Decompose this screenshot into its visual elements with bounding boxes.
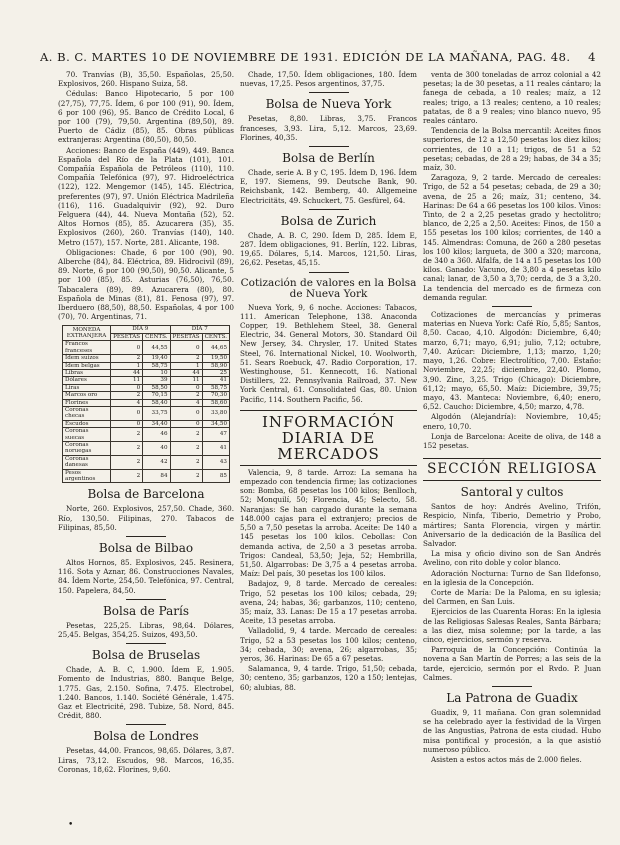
currency-value: 2	[111, 355, 143, 362]
currency-value: 33,75	[143, 406, 170, 420]
currency-value: 19,40	[143, 355, 170, 362]
currency-value: 2	[111, 428, 143, 442]
divider	[126, 536, 166, 537]
divider	[309, 92, 349, 93]
currency-name: Dólares	[63, 377, 111, 384]
header-title: A. B. C. MARTES 10 DE NOVIEMBRE DE 1931. EDICIÓN DE LA MAÑANA, PAG. 48.	[40, 50, 571, 64]
currency-value: 70,30	[202, 392, 229, 399]
currency-value: 0	[111, 384, 143, 391]
currency-value: 47	[202, 428, 229, 442]
divider	[309, 272, 349, 273]
currency-value: 34,50	[202, 420, 229, 427]
section-text: Chade, A. B. C, 1.900. Ídem E, 1.905. Fomento de Industrias, 880. Banque Belge, 1.775. Gas, 2.150. Sofina, 7.475. Electrobel, 1.240. Bancos, 1.140. Société Générale, 1.475. Gaz et Electricité, 298. Tubize, 58. Nord, 845. Crédit, 880.	[58, 665, 234, 721]
col1-paragraph: 70. Tranvías (B), 35,50. Españolas, 25,50. Explosivos, 260. Hispano Suiza, 58.	[58, 70, 234, 89]
header-mark: 4	[588, 50, 596, 64]
currency-table-group-1: DÍA 9	[111, 326, 170, 333]
divider	[126, 643, 166, 644]
religion-text: Santos de hoy: Andrés Avelino, Trifón, Respicio, Ninfa, Tiberio, Demetrio y Probo, mártires; Santa Florencia, virgen y mártir. Aniversario de la dedicación de la Basílica del Salvador.	[423, 502, 601, 548]
column-1	[58, 70, 234, 840]
section-title: Cotización de valores en la Bolsa de Nueva York	[240, 276, 417, 300]
divider	[492, 686, 532, 687]
currency-value: 19,50	[202, 355, 229, 362]
guadix-text: Asisten a estos actos más de 2.000 fieles.	[431, 755, 582, 764]
col2-paragraph: Chade, 17,50. Ídem obligaciones, 180. Ídem nuevas, 17,25. Pesos argentinos, 37,75.	[240, 70, 417, 89]
currency-value: 4	[111, 399, 143, 406]
religion-text: Ejercicios de las Cuarenta Horas: En la iglesia de las Religiosas Salesas Reales, Santa Bárbara; a las diez, misa solemne; por la tarde, a las cinco, ejercicios, sermón y reserva.	[423, 607, 601, 644]
section-title: Bolsa de Nueva York	[265, 97, 392, 112]
currency-value: 2	[111, 469, 143, 483]
currency-value: 58,90	[202, 362, 229, 369]
currency-table-row	[63, 406, 230, 420]
col3-paragraph: Tendencia de la Bolsa mercantil: Aceites finos superiores, de 12 a 12,50 pesetas los diez kilos; corrientes, de 10 a 11; trigos, de 51 a 52 pesetas; cebadas, de 28 a 29; habas, de 34 a 35; maíz, 30.	[423, 126, 601, 173]
currency-table-row	[63, 362, 230, 369]
section-text: Pesetas, 8,80. Libras, 3,75. Francos franceses, 3,93. Lira, 5,12. Marcos, 23,69. Florines, 40,35.	[240, 114, 417, 142]
currency-value: 0	[170, 341, 202, 355]
section-title: Bolsa de Bilbao	[98, 541, 194, 556]
currency-value: 2	[170, 355, 202, 362]
currency-value: 34,40	[143, 420, 170, 427]
footer-dot: •	[68, 820, 74, 830]
divider	[309, 209, 349, 210]
section-text: Pesetas, 44,00. Francos, 98,65. Dólares, 3,87. Liras, 73,12. Escudos, 98. Marcos, 16,35. Coronas, 18,62. Florines, 9,60.	[58, 746, 234, 774]
currency-table-row	[63, 341, 230, 355]
currency-value: 2	[111, 392, 143, 399]
guadix-title: La Patrona de Guadix	[446, 690, 578, 705]
currency-table-row	[63, 384, 230, 391]
section-text: Valencia, 9, 8 tarde. Arroz: La semana ha empezado con tendencia firme; las cotizaciones son: Bomba, 68 pesetas los 100 kilos; Benlloch, 52; Monquilí, 50; Florencia, 45; Selecto, 58. Naranjas: Se han cargado durante la semana 148.000 cajas para el extranjero; precios de 5,50 a 7,50 pesetas la arroba. Aceite: De 140 a 145 pesetas los 100 kilos. Cebollas: Con demanda activa, de 2,50 a 3 pesetas arroba. Trigos: Candeal, 53,50; Jeja, 52; Hembrilla, 51,50. Algarrobas: De 3,75 a 4 pesetas arroba. Maíz: Del país, 30 pesetas los 100 kilos.	[240, 467, 417, 579]
currency-value: 44	[111, 369, 143, 376]
col3-paragraph: Lonja de Barcelona: Aceite de oliva, de 148 a 152 pesetas.	[423, 431, 601, 450]
currency-value: 11	[111, 377, 143, 384]
currency-value: 58,40	[143, 399, 170, 406]
currency-name: Liras	[63, 384, 111, 391]
currency-value: 39	[143, 377, 170, 384]
section-text: Altos Hornos, 85. Explosivos, 245. Resinera, 116. Sota y Aznar, 86. Construcciones Navales, 84. Ídem Norte, 254,50. Telefónica, 97. Central, 150. Papelera, 84,50.	[58, 558, 234, 595]
currency-table-sub-label: PESETAS	[111, 333, 143, 340]
section-text: Valladolid, 9, 4 tarde. Mercado de cereales: Trigo, 52 a 53 pesetas los 100 kilos; centeno, 34; cebada, 30; avena, 26; algarrobas, 35; yeros, 36. Harinas: De 65 a 67 pesetas.	[240, 626, 417, 663]
currency-value: 0	[111, 406, 143, 420]
currency-value: 58,60	[202, 399, 229, 406]
currency-table-sub-label: CENTS.	[202, 333, 229, 340]
currency-table	[62, 325, 230, 483]
currency-table-row	[63, 399, 230, 406]
divider	[309, 146, 349, 147]
currency-value: 58,75	[143, 362, 170, 369]
currency-value: 10	[143, 369, 170, 376]
section-text: Salamanca, 9, 4 tarde. Trigo, 51,50; cebada, 30; centeno, 35; garbanzos, 120 a 150; lentejas, 60; alubias, 88.	[240, 664, 417, 692]
currency-table-row	[63, 377, 230, 384]
column-2	[240, 70, 417, 840]
currency-value: 0	[111, 420, 143, 427]
currency-name: Ídem belgas	[63, 362, 111, 369]
currency-value: 42	[143, 455, 170, 469]
currency-table-row	[63, 355, 230, 362]
currency-value: 1	[111, 362, 143, 369]
currency-name: Coronas noruegas	[63, 441, 111, 455]
currency-value: 41	[202, 441, 229, 455]
currency-value: 84	[143, 469, 170, 483]
currency-value: 2	[170, 469, 202, 483]
currency-table-group-2: DÍA 7	[170, 326, 229, 333]
currency-name: Marcos oro	[63, 392, 111, 399]
currency-name: Escudos	[63, 420, 111, 427]
section-text: Chade, A. B. C, 290. Ídem D, 285. Ídem E, 287. Ídem obligaciones, 91. Berlín, 122. Libras, 19,65. Dólares, 5,14. Marcos, 121,50. Liras, 26,62. Pesetas, 45,15.	[240, 230, 417, 268]
page-header	[40, 50, 600, 66]
currency-value: 2	[170, 428, 202, 442]
section-title: Bolsa de Bruselas	[91, 648, 201, 663]
currency-value: 44,65	[202, 341, 229, 355]
currency-name: Coronas danesas	[63, 455, 111, 469]
religion-text: Adoración Nocturna: Turno de San Ildefonso, en la iglesia de la Concepción.	[423, 568, 601, 587]
col3-paragraph: venta de 300 toneladas de arroz colonial a 42 pesetas; la de 30 pesetas, a 11 reales cántaro; la fanega de cebada, a 10 reales; maíz, a 12 reales; trigo, a 13 reales; centeno, a 10 reales; patatas, de 8 a 9 reales; vino blanco nuevo, 95 reales cántaro.	[423, 70, 601, 126]
divider	[126, 599, 166, 600]
column-3	[423, 70, 601, 840]
currency-table-row	[63, 455, 230, 469]
currency-name: Florines	[63, 399, 111, 406]
currency-value: 58,75	[202, 384, 229, 391]
currency-value: 33,80	[202, 406, 229, 420]
currency-value: 25	[202, 369, 229, 376]
currency-value: 0	[111, 341, 143, 355]
currency-value: 41	[202, 377, 229, 384]
section-text: Nueva York, 9, 6 noche. Acciones: Tabacos, 111. American Telephone, 138. Anaconda Copper, 19. Bethlehem Steel, 38. General Electric, 34. General Motors, 30. Standard Oil New Jersey, 34. Chrysler, 17. United States Steel, 76. International Nickel, 10. Woolworth, 51. Sears Roebuck, 47. Radio Corporation, 17. Westinghouse, 51. Kennecott, 16. National Distillers, 22. Pennsylvania Railroad, 37. New York Central, 61. Consolidated Gas, 80. Union Pacific, 114. Southern Pacific, 56.	[240, 302, 417, 404]
currency-value: 43	[202, 455, 229, 469]
currency-name: Ídem suizos	[63, 355, 111, 362]
currency-value: 4	[170, 399, 202, 406]
section-text: Norte, 260. Explosivos, 257,50. Chade, 360. Río, 130,50. Filipinas, 270. Tabacos de Filipinas, 85,50.	[58, 504, 234, 532]
currency-name: Coronas suecas	[63, 428, 111, 442]
currency-table-sub-label: CENTS.	[143, 333, 170, 340]
currency-value: 11	[170, 377, 202, 384]
section-text: Pesetas, 225,25. Libras, 98,64. Dólares, 25,45. Belgas, 354,25. Suizos, 493,50.	[58, 620, 234, 640]
religion-section-title: SECCIÓN RELIGIOSA	[423, 458, 601, 481]
currency-table-row	[63, 469, 230, 483]
currency-value: 2	[170, 441, 202, 455]
col3-paragraph: Algodón (Alejandría): Noviembre, 10,45; enero, 10,70.	[423, 412, 601, 431]
religion-subtitle: Santoral y cultos	[460, 485, 564, 500]
section-text: Chade, serie A. B y C, 195. Ídem D, 196. Ídem E, 197. Siemens, 99. Deutsche Bank, 90. Reichsbank, 142. Bemberg, 40. Allgemeine Electricitäts, 49. Schuckert, 75. Gesfürel, 64.	[240, 168, 417, 205]
section-title: Bolsa de Barcelona	[87, 487, 205, 502]
currency-table-col-label: MONEDA EXTRANJERA	[63, 326, 111, 341]
currency-table-row	[63, 441, 230, 455]
religion-text: La misa y oficio divino son de San Andrés Avelino, con rito doble y color blanco.	[423, 549, 601, 568]
currency-name: Libras	[63, 369, 111, 376]
currency-value: 46	[143, 428, 170, 442]
col1-paragraph: Obligaciones: Chade, 6 por 100 (90), 90. Alberche (84), 84. Eléctrica, 89. Hidrocivil (89), 89. Norte, 6 por 100 (90,50), 90,50. Alicante, 5 por 100 (85), 85. Asturias (76,50), 76,50. Tabacalera (89), 89. Azucarera (80), 80. Española de Minas (81), 81. Fenosa (97), 97. Iberduero (88,50), 88,50. Españolas, 4 por 100 (70), 70. Argentinas, 71.	[58, 247, 234, 322]
currency-value: 40	[143, 441, 170, 455]
currency-table-row	[63, 428, 230, 442]
currency-value: 70,15	[143, 392, 170, 399]
currency-value: 58,50	[143, 384, 170, 391]
currency-name: Francos franceses	[63, 341, 111, 355]
currency-value: 85	[202, 469, 229, 483]
col3-paragraph: Zaragoza, 9, 2 tarde. Mercado de cereales: Trigo, de 52 a 54 pesetas; cebada, de 29 a 30; avena, de 25 a 26; maíz, 31; centeno, 34. Harinas: De 64 a 66 pesetas los 100 kilos. Vinos: Tinto, de 2 a 2,25 pesetas grado y hectolitro; blanco, de 2,25 a 2,50. Aceites: Finos, de 150 a 155 pesetas los 100 kilos; corrientes, de 140 a 145. Almendras: Comuna, de 260 a 280 pesetas los 100 kilos; largueta, de 300 a 320; marcona, de 340 a 360. Alfalfa, de 14 a 15 pesetas los 100 kilos. Ganado: Vacuno, de 3,80 a 4 pesetas kilo canal; lanar, de 3,50 a 3,70; cerda, de 3 a 3,20. La tendencia del mercado es de firmeza con demanda regular.	[423, 173, 601, 302]
section-title: Bolsa de Londres	[93, 729, 199, 744]
currency-table-body	[63, 341, 230, 483]
currency-value: 44	[170, 369, 202, 376]
currency-table-row	[63, 392, 230, 399]
col3-paragraph: Cotizaciones de mercancías y primeras materias en Nueva York: Café Río, 5,85; Santos, 8,50. Cacao, 4,10. Algodón: Diciembre, 6,40; marzo, 6,71; mayo, 6,91; julio, 7,12; octubre, 7,40. Azúcar: Diciembre, 1,13; marzo, 1,20; mayo, 1,26. Cobre: Electrolítico, 7,00. Estaño: Noviembre, 22,25; diciembre, 22,40. Plomo, 3,90. Zinc, 3,25. Trigo (Chicago): Diciembre, 61,12; mayo, 65,50. Maíz: Diciembre, 39,75; mayo, 43. Manteca: Noviembre, 6,40; enero, 6,52. Caucho: Diciembre, 4,50; marzo, 4,78.	[423, 310, 601, 412]
currency-name: Pesos argentinos	[63, 469, 111, 483]
currency-value: 0	[170, 406, 202, 420]
currency-value: 0	[170, 420, 202, 427]
currency-value: 2	[111, 455, 143, 469]
currency-table-row	[63, 369, 230, 376]
divider	[126, 724, 166, 725]
section-title: Bolsa de Berlín	[282, 151, 375, 166]
currency-value: 1	[170, 362, 202, 369]
currency-value: 2	[170, 392, 202, 399]
currency-value: 44,55	[143, 341, 170, 355]
section-text: Badajoz, 9, 8 tarde. Mercado de cereales: Trigo, 52 pesetas los 100 kilos; cebada, 29; avena, 24; habas, 36; garbanzos, 110; centeno, 35; maíz, 33. Lanas: De 15 a 17 pesetas arroba. Aceite, 13 pesetas arroba.	[240, 579, 417, 626]
section-title: Bolsa de Zurich	[280, 213, 377, 228]
market-section-title: INFORMACIÓN DIARIA DE MERCADOS	[240, 410, 417, 466]
guadix-text: Guadix, 9, 11 mañana. Con gran solemnidad se ha celebrado ayer la festividad de la Virgen de las Angustias, Patrona de esta ciudad. Hubo misa pontifical y procesión, a la que asistió numeroso público.	[423, 707, 601, 754]
currency-value: 2	[170, 455, 202, 469]
col1-paragraph: Cédulas: Banco Hipotecario, 5 por 100 (27,75), 77,75. Ídem, 6 por 100 (91), 90. Ídem, 6 por 100 (96), 95. Banco de Crédito Local, 6 por 100 (79), 79,50. Argentina (89,50), 89. Puerto de Cádiz (85), 85. Obras públicas extranjeras: Argentina (80,50), 80,50.	[58, 89, 234, 145]
currency-table-row	[63, 420, 230, 427]
currency-value: 2	[111, 441, 143, 455]
religion-text: Corte de María: De la Paloma, en su iglesia; del Carmen, en San Luis.	[423, 587, 601, 607]
col1-paragraph: Acciones: Banco de España (449), 449. Banca Española del Río de la Plata (101), 101. Compañía Española de Petróleos (110), 110. Compañía Telefónica (97), 97. Hidroeléctrica (122), 122. Mengemor (145), 145. Eléctrica, preferentes (97), 97. Unión Eléctrica Madrileña (116), 116. Guadalquivir (92), 92. Duro Felguera (44), 44. Nueva Montaña (52), 52. Altos Hornos (85), 85. Azucarera (35), 35. Explosivos (260), 260. Tranvías (140), 140. Metro (157), 157. Norte, 281. Alicante, 198.	[58, 145, 234, 247]
currency-table-sub-label: PESETAS	[170, 333, 202, 340]
currency-value: 0	[170, 384, 202, 391]
section-title: Bolsa de París	[102, 603, 190, 618]
religion-text: Parroquia de la Concepción: Continúa la novena a San Martín de Porres; a las seis de la tarde, ejercicio, sermón por el Rvdo. P. Juan Calmes.	[423, 645, 601, 682]
divider	[492, 306, 532, 307]
currency-name: Coronas checas	[63, 406, 111, 420]
